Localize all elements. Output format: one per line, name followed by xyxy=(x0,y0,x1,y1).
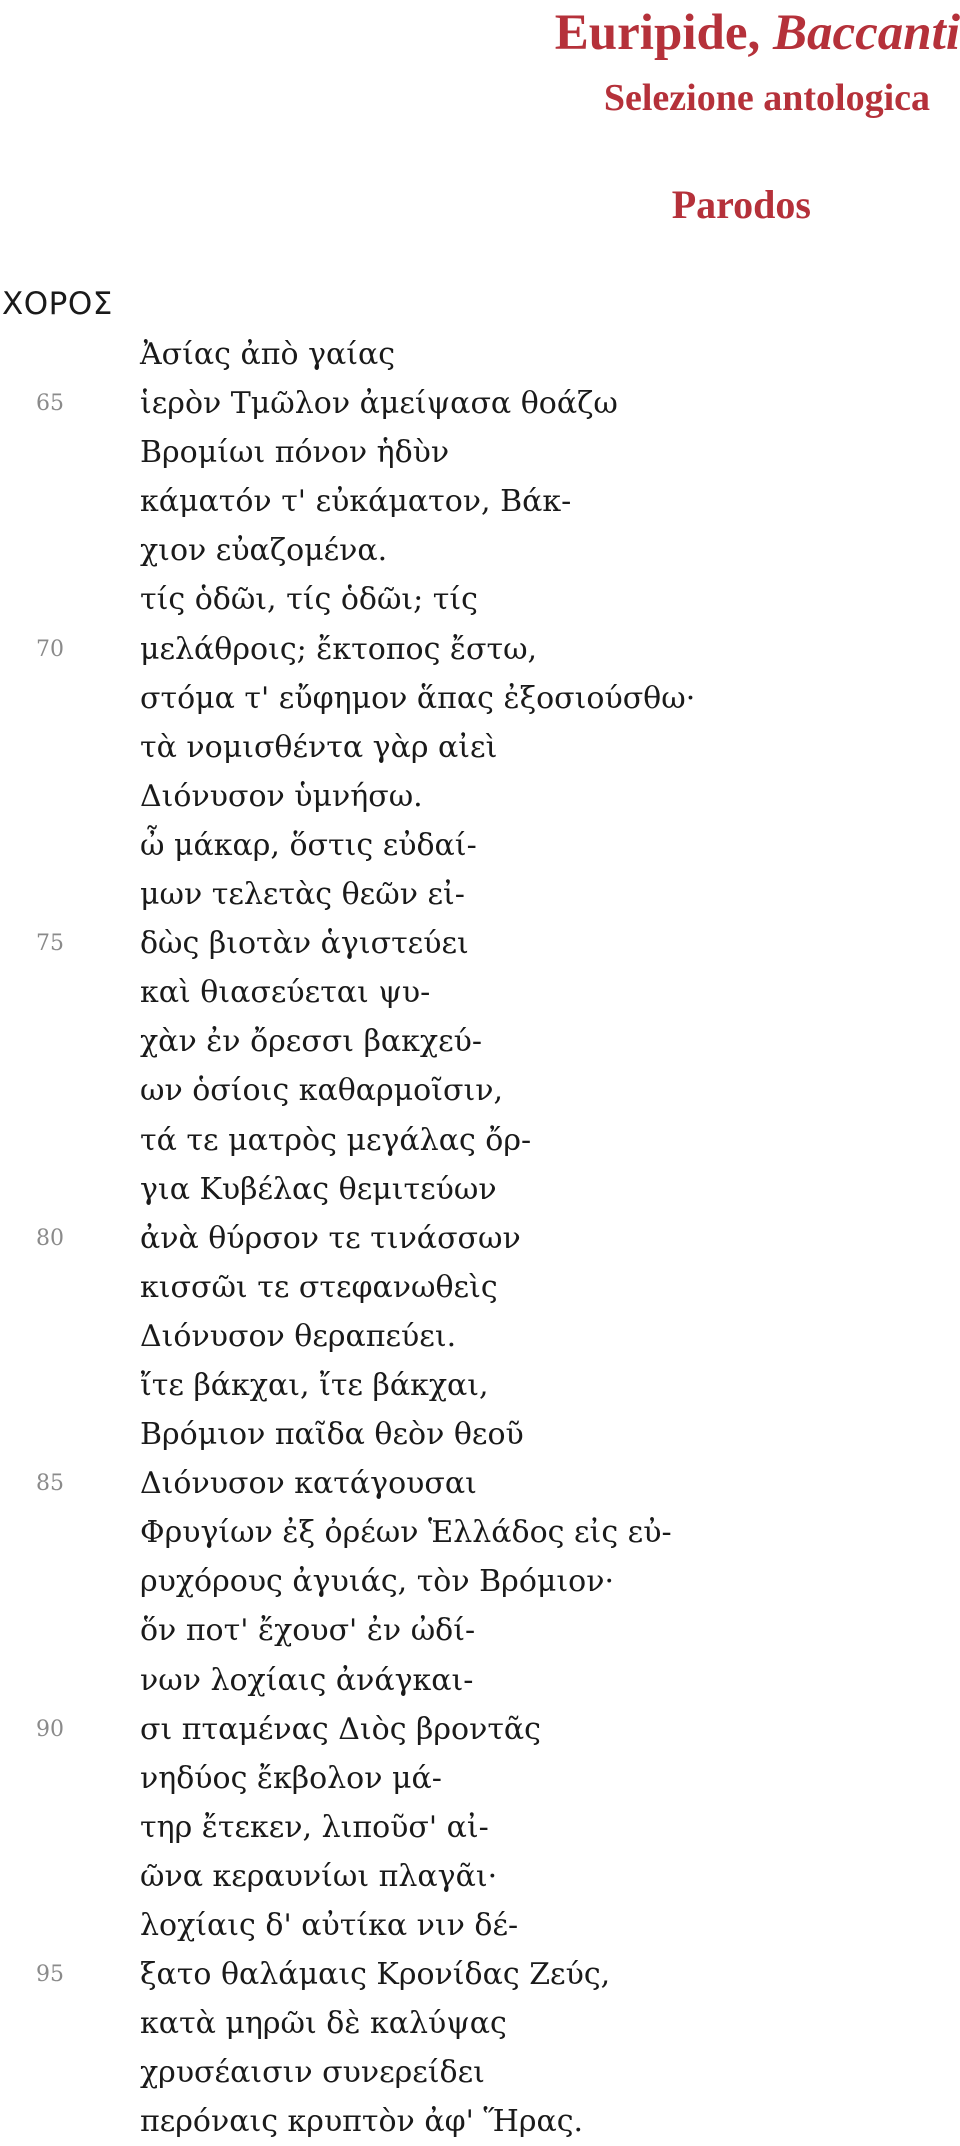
verse-text: τίς ὁδῶι, τίς ὁδῶι; τίς xyxy=(140,582,478,618)
verse-line xyxy=(0,723,960,772)
title-work: Baccanti xyxy=(773,5,960,61)
verse-line xyxy=(0,379,960,428)
verse-line xyxy=(0,968,960,1017)
line-number: 75 xyxy=(36,931,64,957)
verse-list xyxy=(0,330,960,2146)
verse-line xyxy=(0,1116,960,1165)
verse-text: ὦ μάκαρ, ὅστις εὐδαί- xyxy=(140,827,477,863)
verse-text: μελάθροις; ἔκτοπος ἔστω, xyxy=(140,631,538,667)
verse-text: Βρόμιον παῖδα θεὸν θεοῦ xyxy=(140,1417,524,1453)
verse-text: χρυσέαισιν συνερείδει xyxy=(140,2055,485,2091)
line-number: 85 xyxy=(36,1471,64,1497)
verse-text: δὼς βιοτὰν ἁγιστεύει xyxy=(140,926,469,962)
verse-line xyxy=(0,674,960,723)
verse-text: νηδύος ἔκβολον μά- xyxy=(140,1760,442,1796)
verse-line xyxy=(0,1361,960,1410)
section-heading: Parodos xyxy=(671,182,811,227)
verse-text: Διόνυσον ὑμνήσω. xyxy=(140,778,423,814)
line-number: 80 xyxy=(36,1225,64,1251)
verse-text: ἀνὰ θύρσον τε τινάσσων xyxy=(140,1220,521,1256)
verse-line xyxy=(0,1312,960,1361)
line-number: 65 xyxy=(36,391,64,417)
verse-line xyxy=(0,1852,960,1901)
verse-text: λοχίαις δ' αὐτίκα νιν δέ- xyxy=(140,1908,519,1943)
verse-line xyxy=(0,330,960,379)
verse-line xyxy=(0,1557,960,1606)
verse-line xyxy=(0,477,960,526)
verse-text: χιον εὐαζομένα. xyxy=(140,533,388,569)
verse-line xyxy=(0,625,960,674)
verse-line xyxy=(0,1214,960,1263)
verse-line xyxy=(0,1803,960,1852)
verse-line xyxy=(0,1999,960,2048)
verse-text: κάματόν τ' εὐκάματον, Βάκ- xyxy=(140,484,572,520)
page-subtitle: Selezione antologica xyxy=(603,77,930,119)
verse-text: μων τελετὰς θεῶν εἰ- xyxy=(140,877,465,913)
verse-text: Βρομίωι πόνον ἡδὺν xyxy=(140,435,450,471)
line-number: 95 xyxy=(36,1962,64,1988)
verse-text: τηρ ἔτεκεν, λιποῦσ' αἰ- xyxy=(140,1809,489,1845)
verse-line xyxy=(0,772,960,821)
verse-line xyxy=(0,1066,960,1115)
verse-text: ὅν ποτ' ἔχουσ' ἐν ὠδί- xyxy=(140,1613,476,1649)
verse-line xyxy=(0,1017,960,1066)
verse-text: στόμα τ' εὔφημον ἅπας ἐξοσιούσθω· xyxy=(140,680,696,716)
verse-line xyxy=(0,870,960,919)
verse-text: κισσῶι τε στεφανωθεὶς xyxy=(140,1269,498,1305)
line-number: 70 xyxy=(36,636,64,662)
verse-text: κατὰ μηρῶι δὲ καλύψας xyxy=(140,2006,507,2042)
title-author: Euripide, xyxy=(554,5,761,61)
verse-text: νων λοχίαις ἀνάγκαι- xyxy=(140,1662,474,1698)
verse-text: Φρυγίων ἐξ ὀρέων Ἑλλάδος εἰς εὐ- xyxy=(140,1515,672,1551)
verse-line xyxy=(0,1705,960,1754)
verse-text: Ἀσίας ἀπὸ γαίας xyxy=(140,337,396,372)
verse-line xyxy=(0,2048,960,2097)
verse-text: ρυχόρους ἀγυιάς, τὸν Βρόμιον· xyxy=(140,1564,614,1600)
verse-text: περόναις κρυπτὸν ἀφ' Ἥρας. xyxy=(140,2104,584,2140)
verse-line xyxy=(0,1754,960,1803)
verse-text: ων ὁσίοις καθαρμοῖσιν, xyxy=(140,1073,504,1109)
verse-line xyxy=(0,428,960,477)
verse-line xyxy=(0,1165,960,1214)
verse-text: καὶ θιασεύεται ψυ- xyxy=(140,975,431,1011)
verse-text: για Κυβέλας θεμιτεύων xyxy=(140,1171,497,1207)
verse-line xyxy=(0,1656,960,1705)
page-title xyxy=(260,2,960,64)
verse-line xyxy=(0,1950,960,1999)
line-number: 90 xyxy=(36,1716,64,1742)
verse-line xyxy=(0,1459,960,1508)
verse-line xyxy=(0,1901,960,1950)
verse-line xyxy=(0,821,960,870)
verse-text: ξατο θαλάμαις Κρονίδας Ζεύς, xyxy=(140,1957,611,1993)
verse-line xyxy=(0,1410,960,1459)
verse-text: τά τε ματρὸς μεγάλας ὄρ- xyxy=(140,1122,532,1158)
verse-text: σι πταμένας Διὸς βροντᾶς xyxy=(140,1711,541,1747)
speaker-label: ΧΟΡΟΣ xyxy=(2,286,113,322)
verse-text: Διόνυσον κατάγουσαι xyxy=(140,1466,477,1502)
verse-line xyxy=(0,526,960,575)
verse-text: Διόνυσον θεραπεύει. xyxy=(140,1318,457,1354)
verse-line xyxy=(0,575,960,624)
verse-line xyxy=(0,1263,960,1312)
verse-text: χὰν ἐν ὄρεσσι βακχεύ- xyxy=(140,1024,483,1060)
verse-text: ἱερὸν Τμῶλον ἀμείψασα θοάζω xyxy=(140,386,618,422)
verse-text: τὰ νομισθέντα γὰρ αἰεὶ xyxy=(140,729,498,765)
verse-line xyxy=(0,919,960,968)
verse-line xyxy=(0,2097,960,2146)
verse-text: ἴτε βάκχαι, ἴτε βάκχαι, xyxy=(140,1367,489,1403)
verse-line xyxy=(0,1606,960,1655)
verse-line xyxy=(0,1508,960,1557)
verse-text: ῶνα κεραυνίωι πλαγᾶι· xyxy=(140,1858,498,1894)
